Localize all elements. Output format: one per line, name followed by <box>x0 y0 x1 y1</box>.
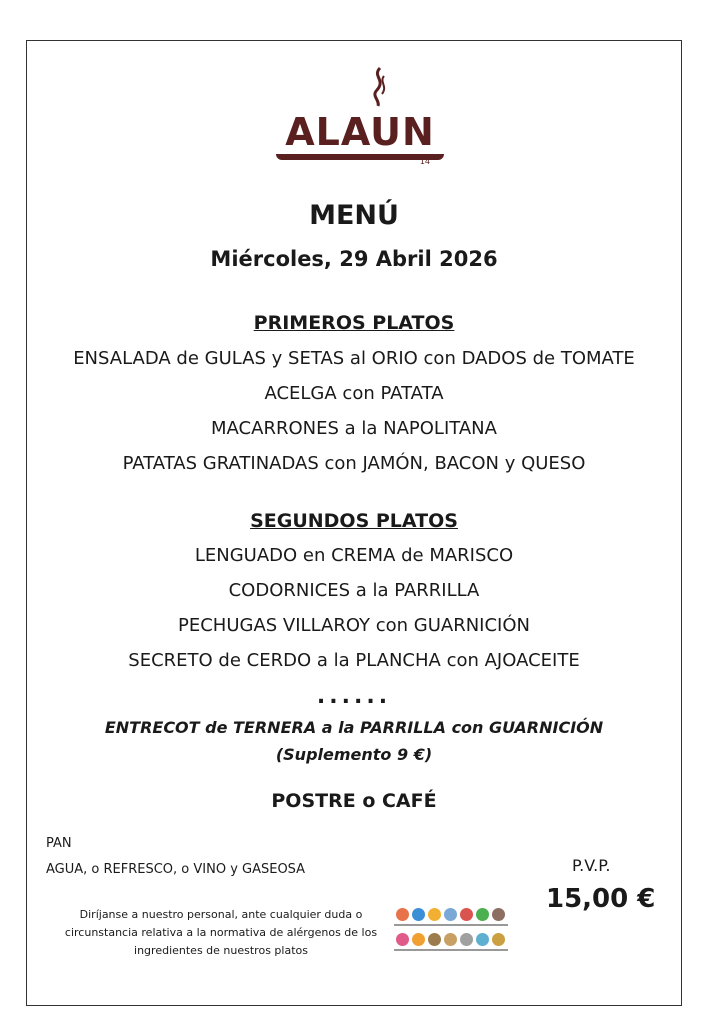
menu-price: 15,00 € <box>546 884 656 914</box>
separator-dots: ...... <box>316 684 392 709</box>
menu-title: MENÚ <box>309 200 399 231</box>
allergen-icon <box>476 908 489 921</box>
first-course-item: PATATAS GRATINADAS con JAMÓN, BACON y QUESO <box>122 453 586 474</box>
allergen-caption <box>490 924 508 926</box>
allergen-caption <box>490 949 508 951</box>
allergen-icon <box>476 933 489 946</box>
smoke-icon <box>368 66 390 110</box>
second-course-item: PECHUGAS VILLAROY con GUARNICIÓN <box>178 615 530 636</box>
allergen-icon <box>428 908 441 921</box>
price-label: P.V.P. <box>572 856 611 875</box>
first-course-item: MACARRONES a la NAPOLITANA <box>211 418 497 439</box>
first-course-item: ACELGA con PATATA <box>264 383 444 404</box>
allergen-icon <box>396 908 409 921</box>
second-course-item: SECRETO de CERDO a la PLANCHA con AJOACEITE <box>128 650 580 671</box>
logo-bar <box>276 154 444 160</box>
special-dish: ENTRECOT de TERNERA a la PARRILLA con GUARNICIÓN <box>104 718 604 737</box>
allergen-notice: Diríjanse a nuestro personal, ante cualquier duda o circunstancia relativa a la normativa de alérgenos de los ingredientes de nuestros platos <box>64 908 378 957</box>
allergen-icon <box>444 933 457 946</box>
includes-bread: PAN <box>46 836 72 851</box>
allergen-icon <box>492 933 505 946</box>
restaurant-logo <box>272 66 448 176</box>
allergen-icon <box>428 933 441 946</box>
second-course-item: CODORNICES a la PARRILLA <box>228 580 480 601</box>
first-courses-heading: PRIMEROS PLATOS <box>253 312 455 334</box>
allergen-icon <box>396 933 409 946</box>
logo-text: ALAUN <box>285 110 435 154</box>
allergen-icons <box>390 906 520 962</box>
allergen-icon <box>412 933 425 946</box>
allergen-icon <box>460 933 473 946</box>
dessert-line: POSTRE o CAFÉ <box>271 790 437 812</box>
menu-date: Miércoles, 29 Abril 2026 <box>210 247 498 271</box>
allergen-icon <box>460 908 473 921</box>
allergen-icon <box>492 908 505 921</box>
logo-sub: 14 <box>419 157 430 166</box>
second-course-item: LENGUADO en CREMA de MARISCO <box>194 545 514 566</box>
special-supplement: (Suplemento 9 €) <box>275 745 433 764</box>
allergen-icon <box>412 908 425 921</box>
includes-drinks: AGUA, o REFRESCO, o VINO y GASEOSA <box>46 862 306 877</box>
allergen-icon <box>444 908 457 921</box>
second-courses-heading: SEGUNDOS PLATOS <box>250 510 458 532</box>
first-course-item: ENSALADA de GULAS y SETAS al ORIO con DADOS de TOMATE <box>73 348 635 369</box>
